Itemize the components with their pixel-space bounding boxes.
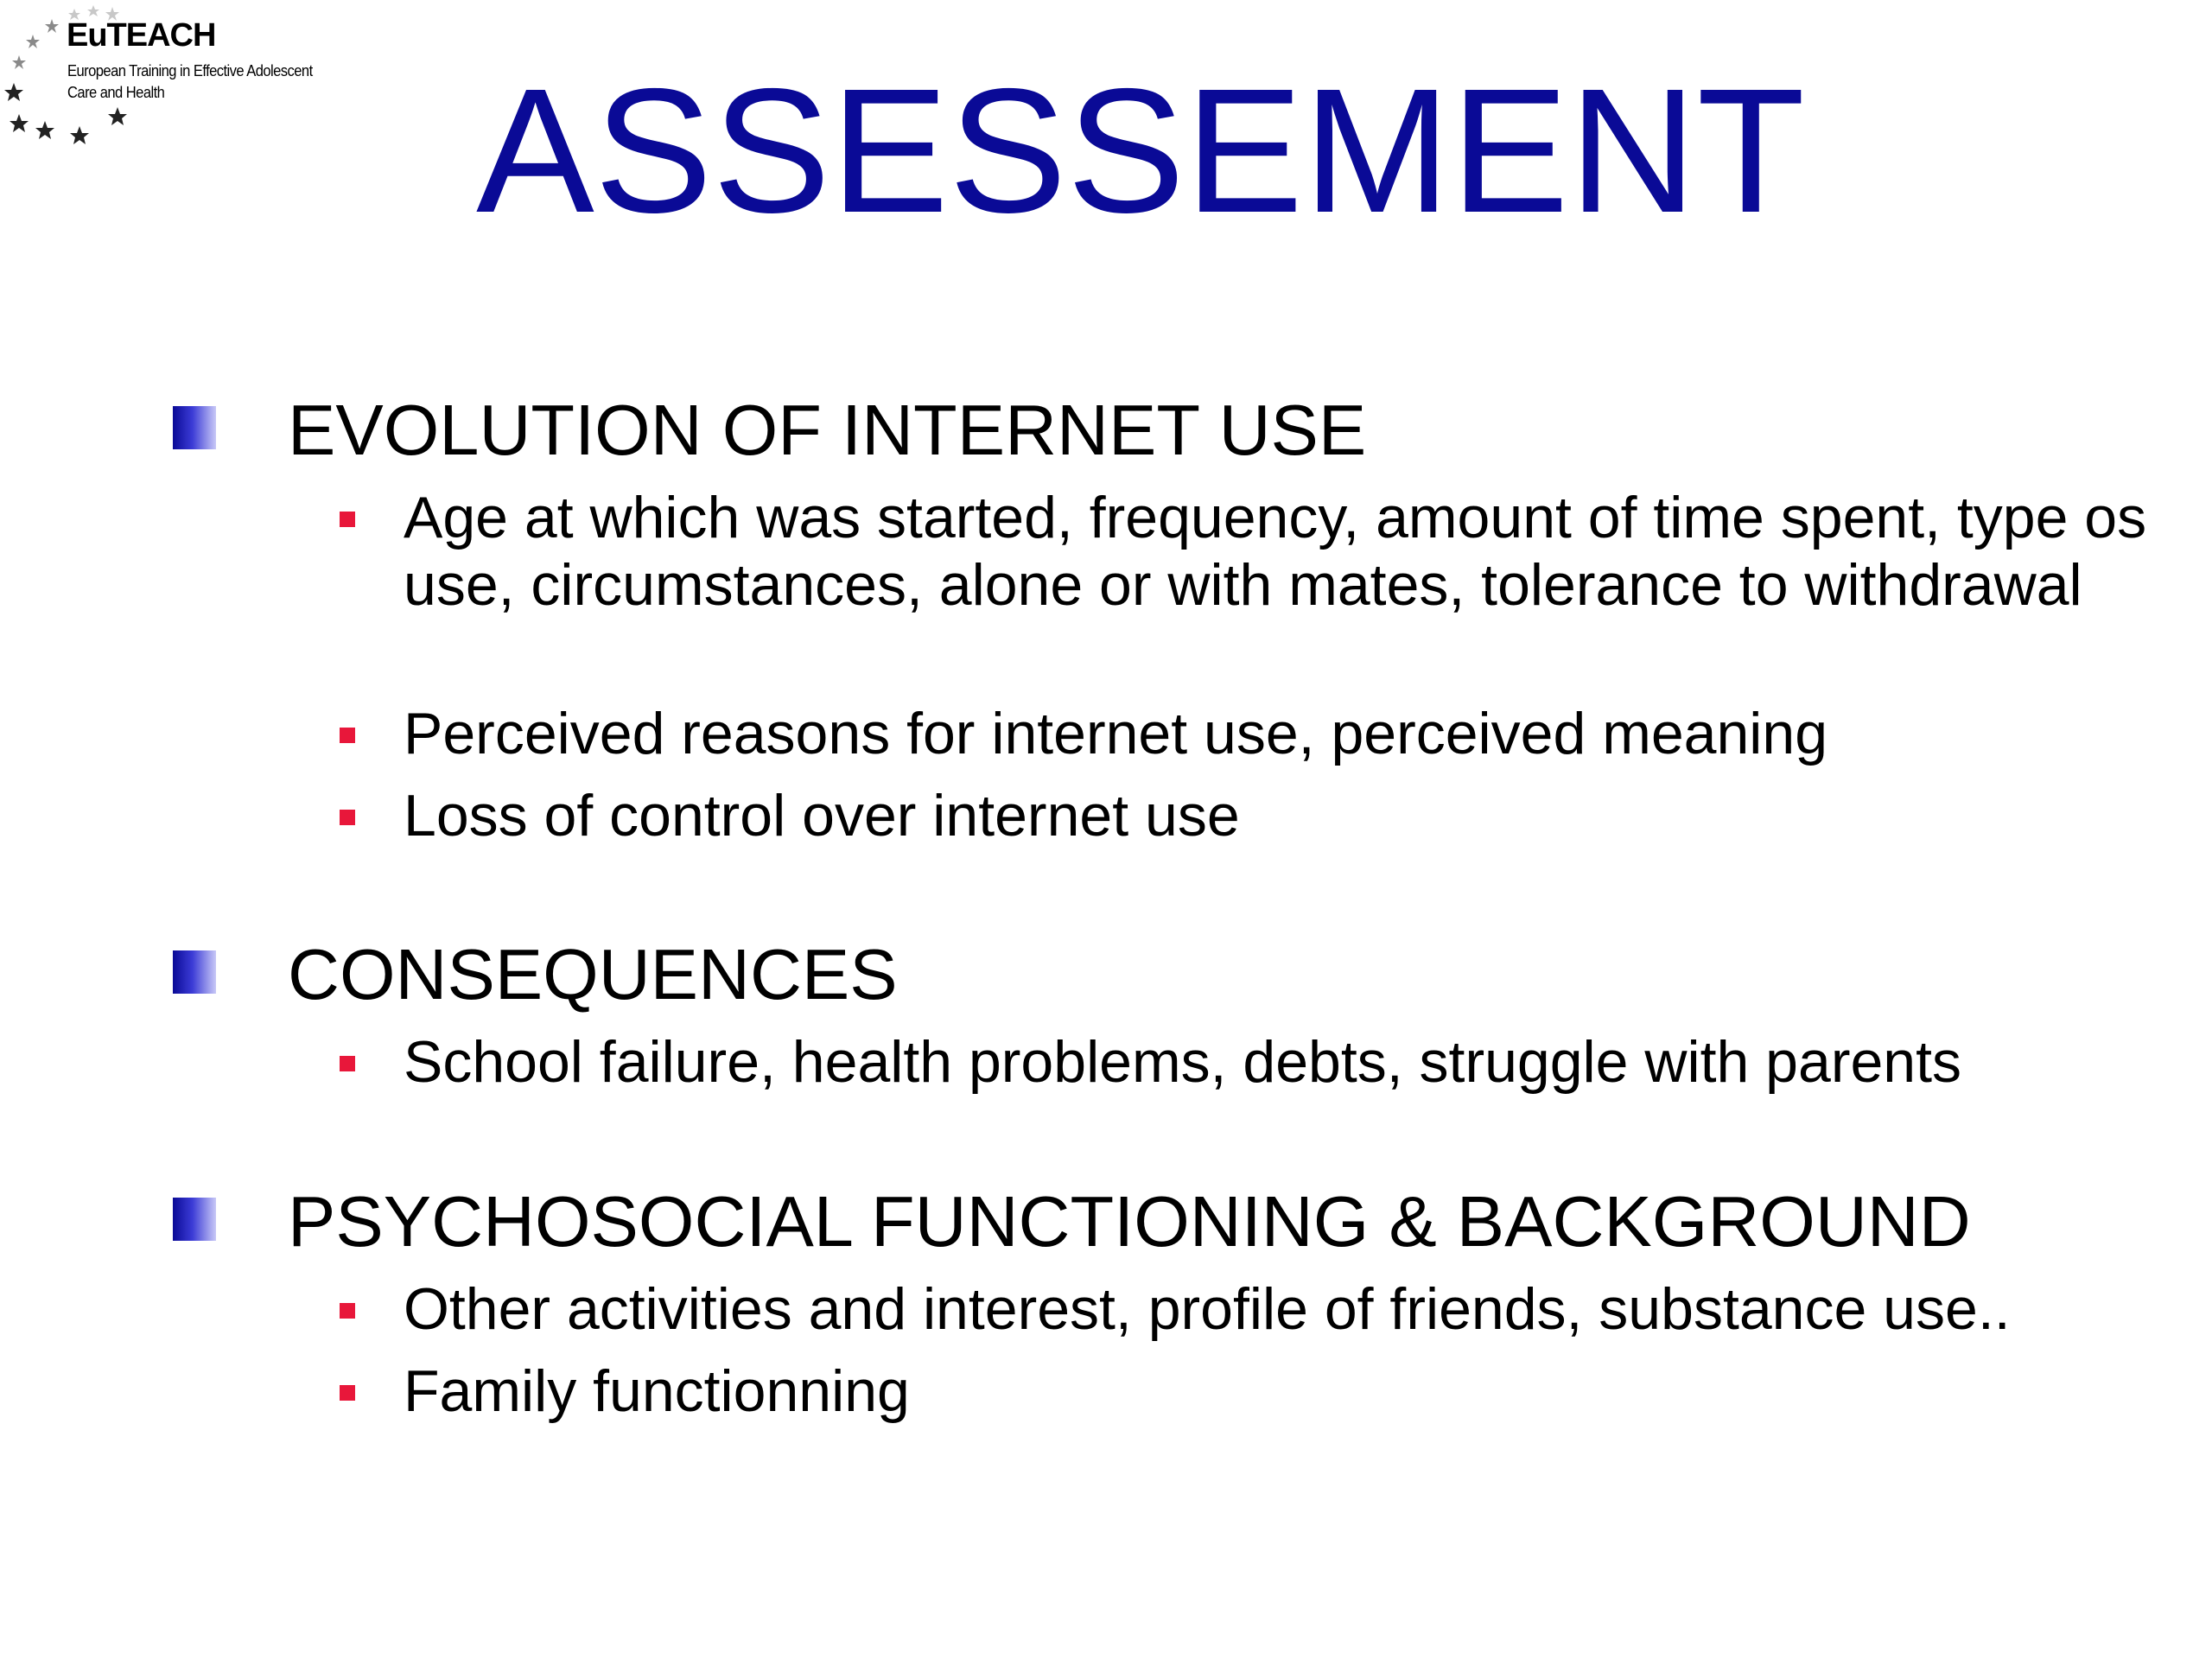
logo-tagline: European Training in Effective Adolescent Care and Health	[67, 62, 313, 101]
bullet-icon	[340, 1385, 355, 1401]
bullet-icon	[340, 512, 355, 527]
bullet-icon	[340, 810, 355, 825]
list-item: Perceived reasons for internet use, perceived meaning	[404, 701, 1828, 766]
slide-title: ASSESSEMENT	[476, 52, 1805, 250]
square-bullet-icon	[173, 1198, 216, 1241]
square-bullet-icon	[173, 406, 216, 449]
list-item: Age at which was started, frequency, amount of time spent, type os use, circumstances, alone or with mates, tolerance to withdrawal	[404, 485, 2147, 618]
bullet-icon	[340, 1056, 355, 1071]
list-item: Family functionning	[404, 1358, 910, 1424]
section-heading: CONSEQUENCES	[288, 934, 898, 1014]
section-heading: EVOLUTION OF INTERNET USE	[288, 390, 1367, 470]
list-item: School failure, health problems, debts, struggle with parents	[404, 1029, 1961, 1095]
bullet-icon	[340, 728, 355, 743]
square-bullet-icon	[173, 950, 216, 994]
list-item: Loss of control over internet use	[404, 783, 1240, 849]
bullet-icon	[340, 1303, 355, 1319]
list-item: Other activities and interest, profile of friends, substance use..	[404, 1276, 2011, 1342]
section-heading: PSYCHOSOCIAL FUNCTIONING & BACKGROUND	[288, 1181, 1971, 1262]
logo-name: EuTEACH	[67, 17, 216, 54]
